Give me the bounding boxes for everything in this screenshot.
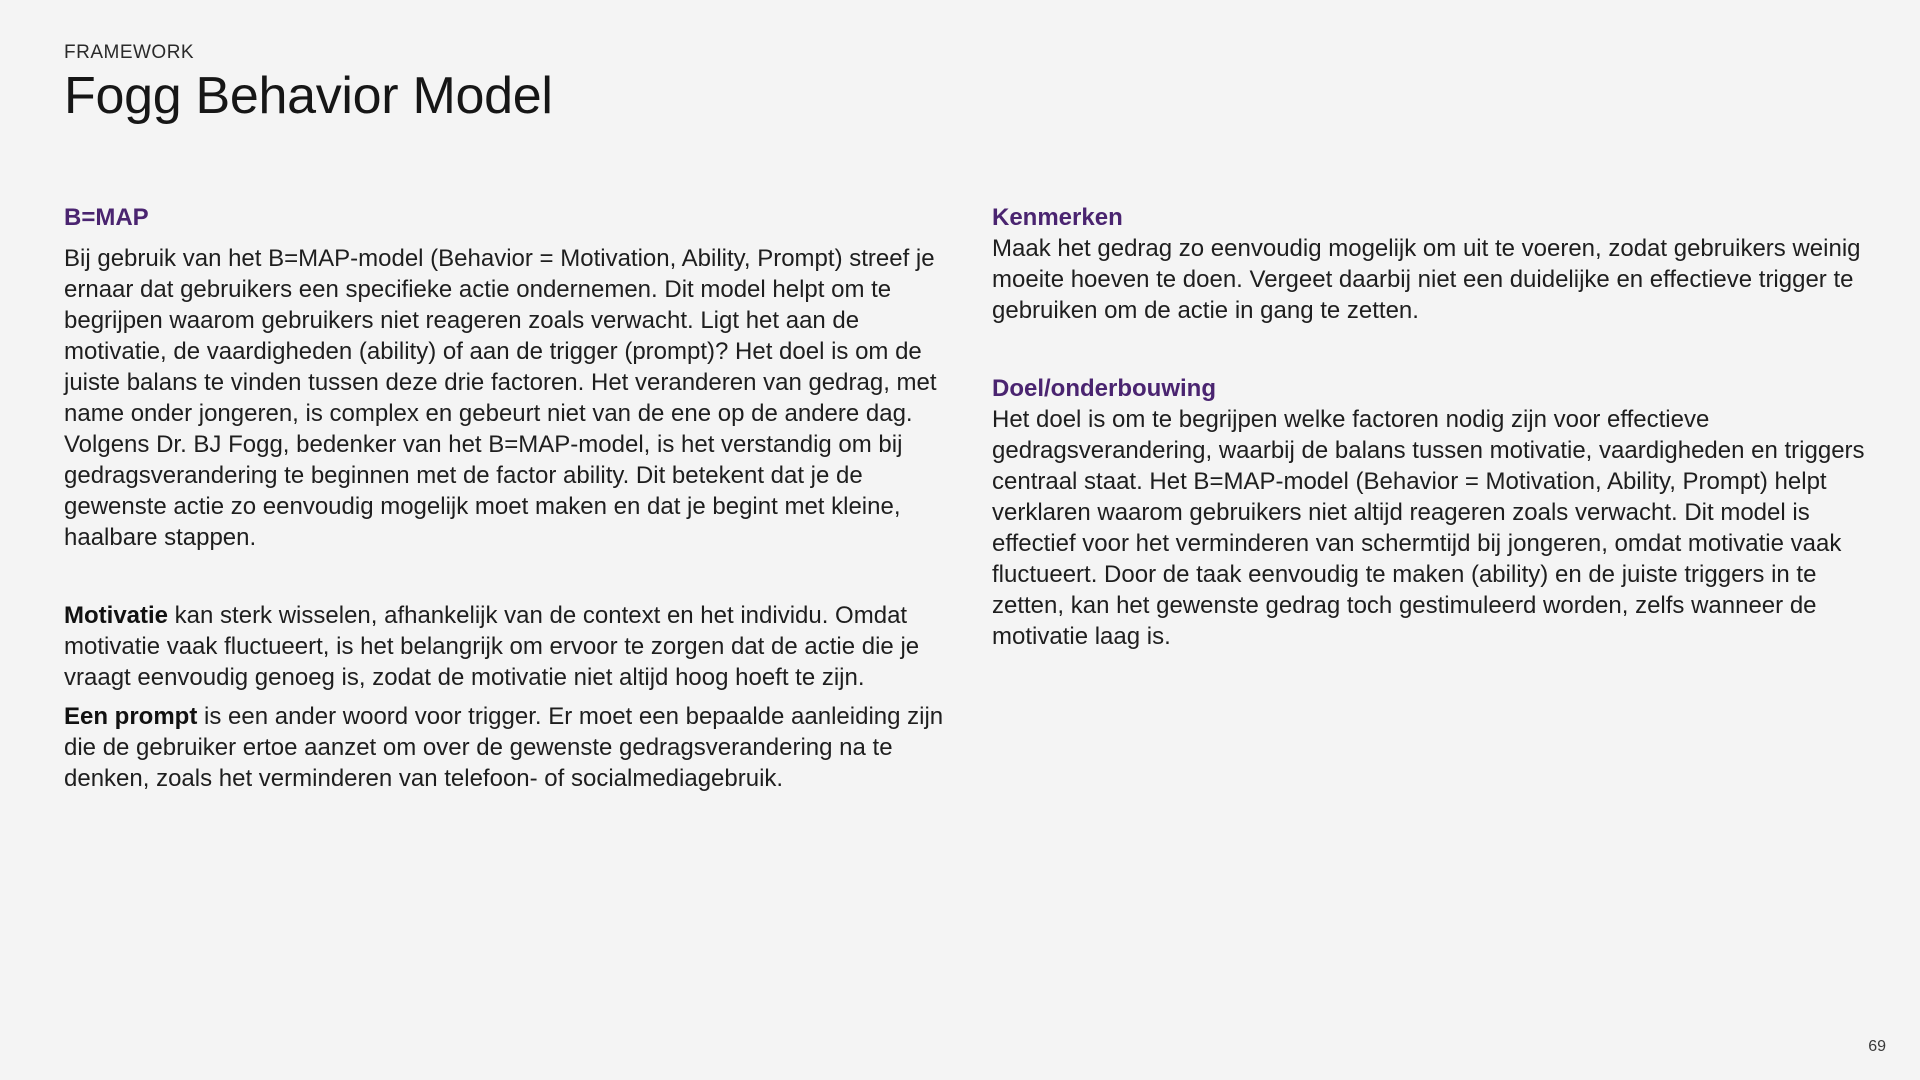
left-column <box>64 202 944 794</box>
motivation-text: kan sterk wisselen, afhankelijk van de context en het individu. Omdat motivatie vaak fluctueert, is het belangrijk om ervoor te zorgen dat de actie die je vraagt eenvoudig genoeg is, zodat de motivatie niet altijd hoog hoeft te zijn. <box>64 602 920 691</box>
goal-heading: Doel/onderbouwing <box>992 375 1216 402</box>
prompt-paragraph <box>64 701 944 794</box>
goal-paragraph: Het doel is om te begrijpen welke factoren nodig zijn voor effectieve gedragsverandering, waarbij de balans tussen motivatie, vaardigheden en triggers centraal staat. Het B=MAP-model (Behavior = Motivation, Ability, Prompt) helpt verklaren waarom gebruikers niet altijd reageren zoals verwacht. Dit model is effectief voor het verminderen van schermtijd bij jongeren, omdat motivatie vaak fluctueert. Door de taak eenvoudig te maken (ability) en de juiste triggers in te zetten, kan het gewenste gedrag toch gestimuleerd worden, zelfs wanneer de motivatie laag is. <box>992 406 1865 650</box>
prompt-lead: Een prompt <box>64 703 198 730</box>
eyebrow-label: FRAMEWORK <box>64 42 195 63</box>
right-column <box>992 202 1872 652</box>
motivation-paragraph <box>64 600 944 693</box>
prompt-text: is een ander woord voor trigger. Er moet een bepaalde aanleiding zijn die de gebruiker ertoe aanzet om over de gewenste gedragsverandering na te denken, zoals het verminderen van telefoon- of socialmediagebruik. <box>64 703 944 792</box>
page-number: 69 <box>1868 1038 1886 1055</box>
features-paragraph: Maak het gedrag zo eenvoudig mogelijk om uit te voeren, zodat gebruikers weinig moeite hoeven te doen. Vergeet daarbij niet een duidelijke en effectieve trigger te gebruiken om de actie in gang te zetten. <box>992 235 1861 324</box>
motivation-lead: Motivatie <box>64 602 169 629</box>
bmap-paragraph: Bij gebruik van het B=MAP-model (Behavior = Motivation, Ability, Prompt) streef je ernaar dat gebruikers een specifieke actie ondernemen. Dit model helpt om te begrijpen waarom gebruikers niet reageren zoals verwacht. Ligt het aan de motivatie, de vaardigheden (ability) of aan de trigger (prompt)? Het doel is om de juiste balans te vinden tussen deze drie factoren. Het veranderen van gedrag, met name onder jongeren, is complex en gebeurt niet van de ene op de andere dag. Volgens Dr. BJ Fogg, bedenker van het B=MAP-model, is het verstandig om bij gedragsverandering te beginnen met de factor ability. Dit betekent dat je de gewenste actie zo eenvoudig mogelijk moet maken en dat je begint met kleine, haalbare stappen. <box>64 245 937 551</box>
features-heading: Kenmerken <box>992 204 1123 231</box>
bmap-heading: B=MAP <box>64 204 149 231</box>
page-title: Fogg Behavior Model <box>64 67 553 125</box>
